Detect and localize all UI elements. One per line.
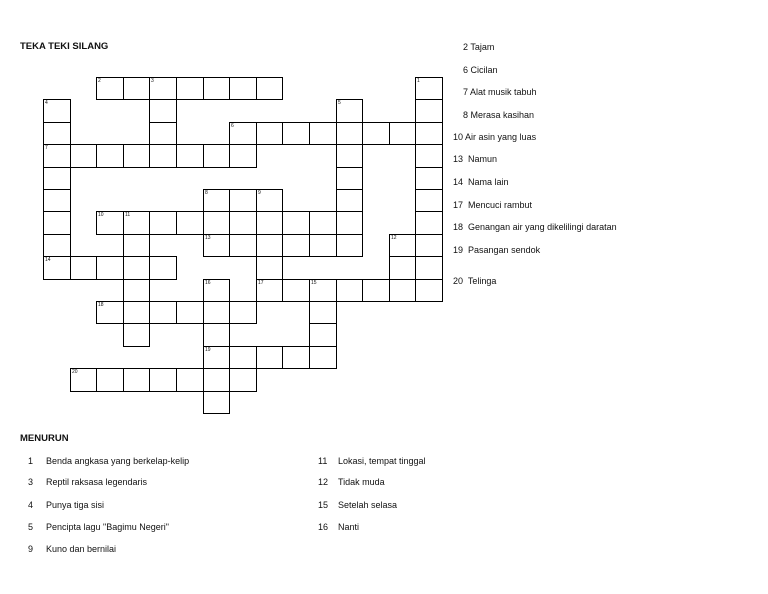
grid-cell[interactable] [123,323,150,347]
cell-number: 12 [391,235,397,241]
across-clue: 18 Genangan air yang dikelilingi daratan [453,222,617,232]
grid-cell[interactable] [149,77,177,100]
cell-number: 5 [338,100,341,106]
cell-number: 2 [98,78,101,84]
grid-cell[interactable] [362,122,390,145]
down-clue: 3 Reptil raksasa legendaris [28,477,148,487]
grid-cell[interactable] [203,301,230,324]
across-clue: 19 Pasangan sendok [453,245,541,255]
grid-cell[interactable] [256,122,283,145]
grid-cell[interactable] [415,189,443,212]
cell-number: 10 [98,212,104,218]
cell-number: 16 [205,280,211,286]
grid-cell[interactable] [43,122,71,145]
grid-cell[interactable] [282,211,310,235]
grid-cell[interactable] [389,279,416,302]
grid-cell[interactable] [203,211,230,235]
cell-number: 15 [311,280,317,286]
grid-cell[interactable] [176,301,204,324]
grid-cell[interactable] [203,234,230,257]
puzzle-title: TEKA TEKI SILANG [20,41,109,52]
grid-cell[interactable] [96,368,124,392]
grid-cell[interactable] [43,99,71,123]
grid-cell[interactable] [336,234,363,257]
grid-cell[interactable] [309,323,337,347]
down-clue: 1 Benda angkasa yang berkelap-kelip [28,456,190,466]
grid-cell[interactable] [256,346,283,369]
grid-cell[interactable] [415,77,443,100]
grid-cell[interactable] [415,256,443,280]
grid-cell[interactable] [229,368,257,392]
grid-cell[interactable] [229,234,257,257]
grid-cell[interactable] [149,122,177,145]
across-clue: 13 Namun [453,154,498,164]
grid-cell[interactable] [336,279,363,302]
cell-number: 6 [231,123,234,129]
cell-number: 13 [205,235,211,241]
grid-cell[interactable] [282,122,310,145]
across-clue: 17 Mencuci rambut [453,200,533,210]
grid-cell[interactable] [96,77,124,100]
across-clue: 20 Telinga [453,276,497,286]
down-clue: 12 Tidak muda [318,477,385,487]
down-clue: 5 Pencipta lagu "Bagimu Negeri" [28,522,169,532]
grid-cell[interactable] [282,346,310,369]
grid-cell[interactable] [70,256,97,280]
down-clue: 16 Nanti [318,522,360,532]
grid-cell[interactable] [229,122,257,145]
grid-cell[interactable] [309,234,337,257]
grid-cell[interactable] [229,346,257,369]
grid-cell[interactable] [149,144,177,168]
grid-cell[interactable] [149,301,177,324]
grid-cell[interactable] [123,301,150,324]
down-clue: 11 Lokasi, tempat tinggal [318,456,426,466]
grid-cell[interactable] [43,256,71,280]
grid-cell[interactable] [229,189,257,212]
grid-cell[interactable] [96,256,124,280]
grid-cell[interactable] [176,77,204,100]
grid-cell[interactable] [336,189,363,212]
grid-cell[interactable] [149,368,177,392]
grid-cell[interactable] [123,279,150,302]
grid-cell[interactable] [96,211,124,235]
down-section-title: MENURUN [20,433,69,444]
across-clue: 7 Alat musik tabuh [462,87,537,97]
grid-cell[interactable] [96,144,124,168]
across-clue: 10 Air asin yang luas [453,132,537,142]
grid-cell[interactable] [203,279,230,302]
grid-cell[interactable] [203,77,230,100]
grid-cell[interactable] [229,301,257,324]
grid-cell[interactable] [70,144,97,168]
grid-cell[interactable] [309,279,337,302]
grid-cell[interactable] [389,122,416,145]
grid-cell[interactable] [123,211,150,235]
grid-cell[interactable] [203,391,230,414]
grid-cell[interactable] [203,368,230,392]
grid-cell[interactable] [282,234,310,257]
down-clue: 4 Punya tiga sisi [28,500,105,510]
grid-cell[interactable] [282,279,310,302]
grid-cell[interactable] [336,167,363,190]
grid-cell[interactable] [362,279,390,302]
cell-number: 9 [258,190,261,196]
grid-cell[interactable] [336,99,363,123]
grid-cell[interactable] [389,256,416,280]
grid-cell[interactable] [256,279,283,302]
cell-number: 11 [125,212,131,218]
across-clue: 8 Merasa kasihan [462,110,535,120]
grid-cell[interactable] [176,368,204,392]
grid-cell[interactable] [229,144,257,168]
grid-cell[interactable] [149,256,177,280]
grid-cell[interactable] [256,256,283,280]
cell-number: 20 [72,369,78,375]
grid-cell[interactable] [336,211,363,235]
grid-cell[interactable] [43,189,71,212]
grid-cell[interactable] [149,211,177,235]
across-clue: 6 Cicilan [462,65,498,75]
cell-number: 8 [205,190,208,196]
grid-cell[interactable] [203,189,230,212]
grid-cell[interactable] [123,77,150,100]
grid-cell[interactable] [389,234,416,257]
grid-cell[interactable] [415,234,443,257]
grid-cell[interactable] [256,211,283,235]
grid-cell[interactable] [415,279,443,302]
down-clue: 9 Kuno dan bernilai [28,544,117,554]
cell-number: 3 [151,78,154,84]
grid-cell[interactable] [43,234,71,257]
grid-cell[interactable] [309,346,337,369]
grid-cell[interactable] [123,144,150,168]
cell-number: 17 [258,280,264,286]
cell-number: 1 [417,78,420,84]
grid-cell[interactable] [336,122,363,145]
grid-cell[interactable] [70,368,97,392]
grid-cell[interactable] [415,144,443,168]
cell-number: 18 [98,302,104,308]
grid-cell[interactable] [309,301,337,324]
grid-cell[interactable] [309,122,337,145]
grid-cell[interactable] [203,346,230,369]
grid-cell[interactable] [256,189,283,212]
grid-cell[interactable] [123,368,150,392]
grid-cell[interactable] [149,99,177,123]
grid-cell[interactable] [415,167,443,190]
grid-cell[interactable] [176,144,204,168]
across-clue: 2 Tajam [462,42,495,52]
grid-cell[interactable] [256,77,283,100]
down-clue: 15 Setelah selasa [318,500,398,510]
cell-number: 14 [45,257,51,263]
grid-cell[interactable] [43,144,71,168]
grid-cell[interactable] [415,211,443,235]
grid-cell[interactable] [123,256,150,280]
grid-cell[interactable] [309,211,337,235]
grid-cell[interactable] [43,167,71,190]
grid-cell[interactable] [256,234,283,257]
cell-number: 4 [45,100,48,106]
grid-cell[interactable] [415,122,443,145]
grid-cell[interactable] [229,211,257,235]
grid-cell[interactable] [43,211,71,235]
grid-cell[interactable] [176,211,204,235]
grid-cell[interactable] [415,99,443,123]
grid-cell[interactable] [203,144,230,168]
grid-cell[interactable] [229,77,257,100]
across-clue: 14 Nama lain [453,177,509,187]
grid-cell[interactable] [96,301,124,324]
cell-number: 7 [45,145,48,151]
grid-cell[interactable] [203,323,230,347]
grid-cell[interactable] [123,234,150,257]
grid-cell[interactable] [336,144,363,168]
cell-number: 19 [205,347,211,353]
